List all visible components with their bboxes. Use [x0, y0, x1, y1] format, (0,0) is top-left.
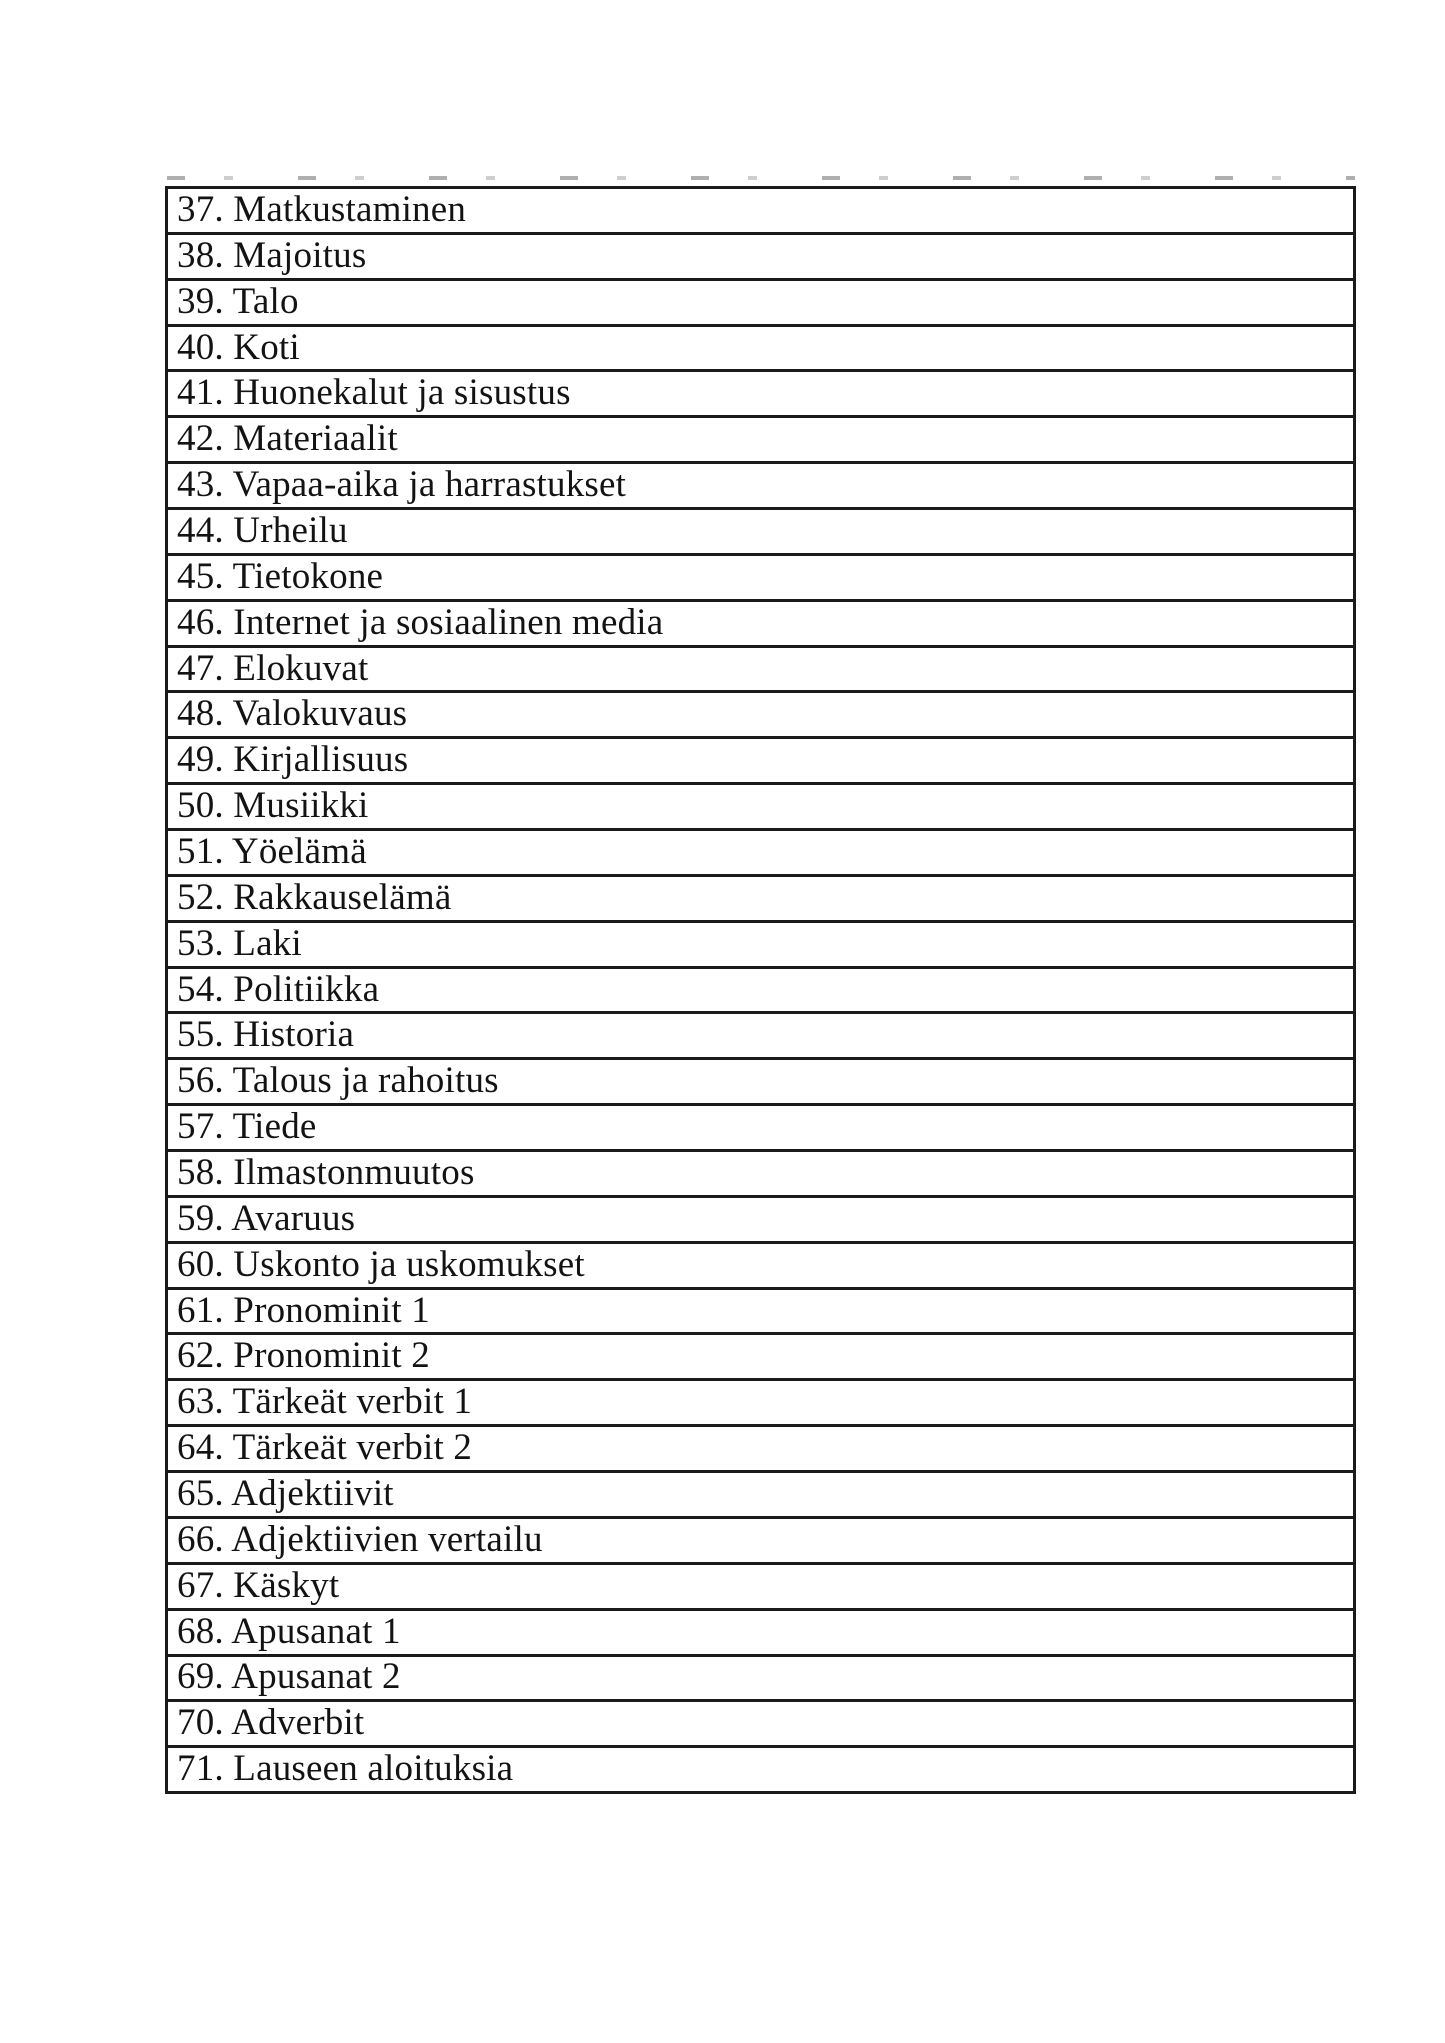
- toc-row-label: 39. Talo: [177, 280, 299, 322]
- toc-row: [168, 1381, 1353, 1427]
- toc-row-label: 40. Koti: [177, 326, 300, 368]
- toc-row: [168, 831, 1353, 877]
- toc-row: [168, 372, 1353, 418]
- toc-row-label: 60. Uskonto ja uskomukset: [177, 1243, 585, 1285]
- toc-row-label: 45. Tietokone: [177, 555, 384, 597]
- toc-row: [168, 1657, 1353, 1703]
- contents-table: [165, 186, 1356, 1794]
- toc-row: [168, 189, 1353, 235]
- toc-row: [168, 464, 1353, 510]
- toc-row-label: 64. Tärkeät verbit 2: [177, 1427, 473, 1469]
- toc-row: [168, 1611, 1353, 1657]
- toc-row: [168, 877, 1353, 923]
- toc-row: [168, 1060, 1353, 1106]
- toc-row-label: 68. Apusanat 1: [177, 1610, 401, 1652]
- toc-row: [168, 1152, 1353, 1198]
- toc-row-label: 62. Pronominit 2: [177, 1335, 430, 1377]
- toc-row: [168, 281, 1353, 327]
- toc-row: [168, 1198, 1353, 1244]
- toc-row: [168, 1335, 1353, 1381]
- toc-row-label: 69. Apusanat 2: [177, 1656, 401, 1698]
- toc-row-label: 53. Laki: [177, 922, 302, 964]
- toc-row: [168, 235, 1353, 281]
- scan-artifact-line: [167, 176, 1355, 180]
- toc-row-label: 51. Yöelämä: [177, 831, 367, 872]
- toc-row-label: 57. Tiede: [177, 1106, 317, 1148]
- toc-row-label: 41. Huonekalut ja sisustus: [177, 372, 571, 414]
- toc-row-label: 50. Musiikki: [177, 785, 369, 827]
- toc-row-label: 65. Adjektiivit: [177, 1473, 394, 1514]
- toc-row: [168, 1519, 1353, 1565]
- toc-row: [168, 1748, 1353, 1791]
- toc-row: [168, 1014, 1353, 1060]
- toc-row-label: 38. Majoitus: [177, 234, 367, 276]
- toc-row-label: 46. Internet ja sosiaalinen media: [177, 601, 664, 643]
- toc-row-label: 58. Ilmastonmuutos: [177, 1152, 475, 1193]
- toc-row-label: 55. Historia: [177, 1014, 355, 1056]
- toc-row: [168, 648, 1353, 694]
- toc-row: [168, 1473, 1353, 1519]
- toc-row-label: 67. Käskyt: [177, 1564, 340, 1606]
- toc-row: [168, 418, 1353, 464]
- toc-row-label: 70. Adverbit: [177, 1702, 365, 1744]
- toc-row: [168, 602, 1353, 648]
- toc-row: [168, 785, 1353, 831]
- toc-row-label: 43. Vapaa-aika ja harrastukset: [177, 464, 627, 506]
- toc-row: [168, 693, 1353, 739]
- toc-row-label: 42. Materiaalit: [177, 418, 398, 460]
- toc-row: [168, 739, 1353, 785]
- toc-row: [168, 1244, 1353, 1290]
- toc-row-label: 71. Lauseen aloituksia: [177, 1748, 514, 1790]
- toc-row-label: 47. Elokuvat: [177, 647, 369, 689]
- toc-row-label: 56. Talous ja rahoitus: [177, 1060, 499, 1102]
- toc-row-label: 66. Adjektiivien vertailu: [177, 1518, 543, 1560]
- toc-row: [168, 510, 1353, 556]
- toc-row-label: 52. Rakkauselämä: [177, 876, 452, 918]
- toc-row: [168, 1565, 1353, 1611]
- toc-row: [168, 923, 1353, 969]
- toc-row-label: 44. Urheilu: [177, 510, 348, 551]
- toc-row-label: 37. Matkustaminen: [177, 189, 467, 230]
- toc-row-label: 63. Tärkeät verbit 1: [177, 1381, 473, 1423]
- toc-row: [168, 327, 1353, 373]
- toc-row: [168, 969, 1353, 1015]
- toc-row-label: 54. Politiikka: [177, 968, 380, 1010]
- toc-row: [168, 556, 1353, 602]
- toc-row-label: 59. Avaruus: [177, 1197, 356, 1239]
- toc-row: [168, 1106, 1353, 1152]
- toc-row-label: 61. Pronominit 1: [177, 1289, 430, 1331]
- toc-row: [168, 1290, 1353, 1336]
- toc-row: [168, 1702, 1353, 1748]
- toc-row-label: 49. Kirjallisuus: [177, 739, 409, 781]
- toc-row-label: 48. Valokuvaus: [177, 693, 408, 735]
- toc-row: [168, 1427, 1353, 1473]
